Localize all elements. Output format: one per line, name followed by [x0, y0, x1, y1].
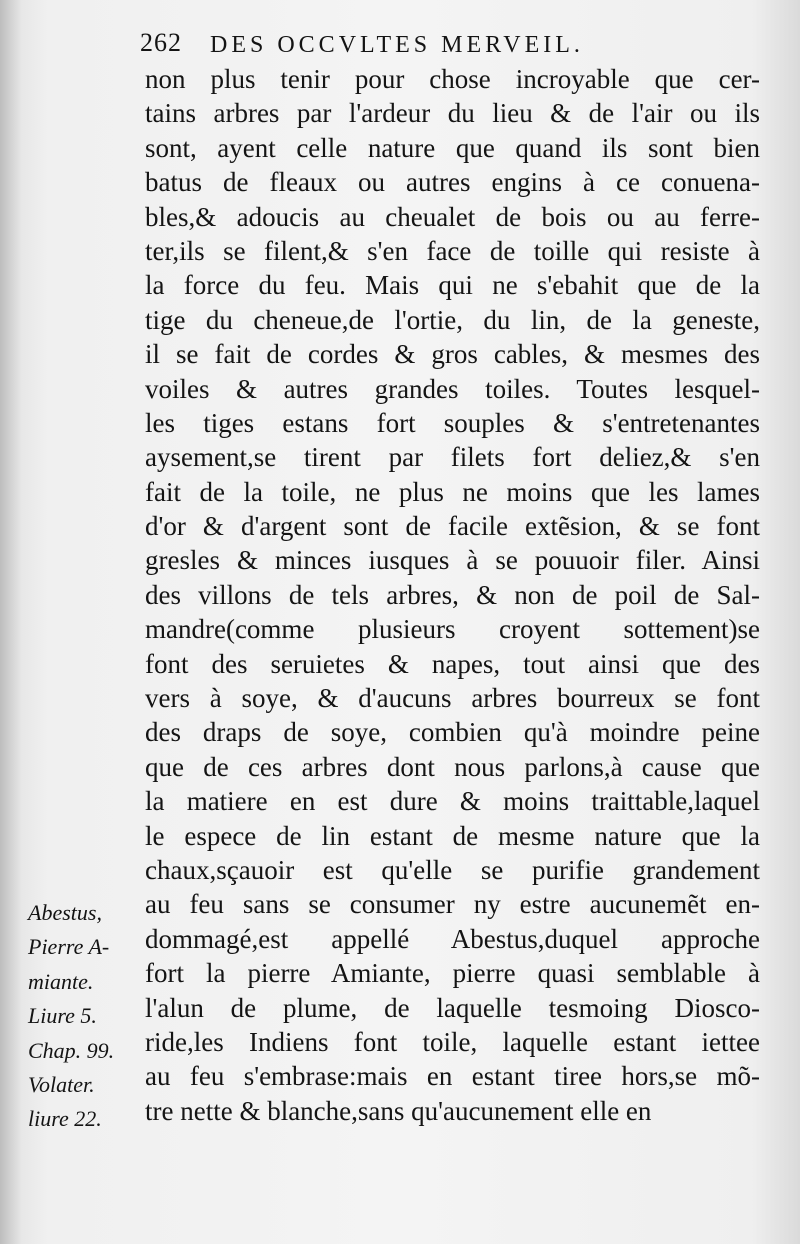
margin-note: Volater.: [28, 1071, 95, 1097]
text-line: des draps de soye, combien qu'à moindre peine: [145, 717, 760, 748]
text-line: sont, ayent celle nature que quand ils sont bien: [145, 132, 760, 163]
text-line: ter,ils se filent,& s'en face de toille qui resiste à: [145, 235, 760, 266]
text-line: fait de la toile, ne plus ne moins que les lames: [145, 476, 760, 507]
text-line: tains arbres par l'ardeur du lieu & de l'air ou ils: [145, 98, 760, 129]
text-line: dommagé,est appellé Abestus,duquel approche: [145, 923, 760, 954]
text-line: gresles & minces iusques à se pouuoir filer. Ainsi: [145, 545, 760, 576]
text-line: chaux,sçauoir est qu'elle se purifie grandement: [145, 854, 760, 885]
margin-notes: [28, 896, 153, 1137]
text-line: la force du feu. Mais qui ne s'ebahit que de la: [145, 270, 760, 301]
margin-note: Abestus,: [28, 900, 102, 925]
text-line: non plus tenir pour chose incroyable que cer-: [145, 64, 760, 94]
running-title: DES OCCVLTES MERVEIL.: [210, 32, 584, 58]
margin-note: Pierre A-: [28, 934, 110, 960]
text-line: fort la pierre Amiante, pierre quasi semblable à: [145, 958, 760, 989]
page-header: [140, 28, 700, 64]
text-line: batus de fleaux ou autres engins à ce conuena-: [145, 167, 760, 198]
text-line: vers à soye, & d'aucuns arbres bourreux se font: [145, 683, 760, 714]
text-line: que de ces arbres dont nous parlons,à cause que: [145, 751, 760, 782]
margin-note: miante.: [28, 968, 94, 994]
text-line: ride,les Indiens font toile, laquelle estant iettee: [145, 1026, 760, 1057]
text-line: bles,& adoucis au cheualet de bois ou au ferre-: [145, 201, 760, 232]
text-line: tre nette & blanche,sans qu'aucunement elle en: [145, 1095, 652, 1126]
page-edge-shadow: [0, 0, 22, 1244]
text-line: le espece de lin estant de mesme nature que la: [145, 820, 760, 851]
text-line: au feu s'embrase:mais en estant tiree hors,se mõ-: [145, 1061, 760, 1092]
text-line: mandre(comme plusieurs croyent sottement)se: [145, 614, 760, 645]
text-line: au feu sans se consumer ny estre aucunemẽt en-: [145, 889, 760, 920]
margin-note: liure 22.: [28, 1106, 102, 1132]
margin-note: Liure 5.: [28, 1003, 97, 1029]
text-line: d'or & d'argent sont de facile extẽsion, & se font: [145, 511, 760, 542]
text-line: les tiges estans fort souples & s'entretenantes: [145, 407, 760, 438]
text-line: l'alun de plume, de laquelle tesmoing Diosco-: [145, 992, 760, 1023]
text-line: des villons de tels arbres, & non de poil de Sal-: [145, 579, 760, 610]
body-text: [145, 62, 760, 1128]
text-line: la matiere en est dure & moins traittable,laquel: [145, 786, 760, 817]
margin-note: Chap. 99.: [28, 1037, 115, 1063]
text-line: font des seruietes & napes, tout ainsi que des: [145, 648, 760, 679]
text-line: voiles & autres grandes toiles. Toutes lesquel-: [145, 373, 760, 404]
text-line: il se fait de cordes & gros cables, & mesmes des: [145, 339, 760, 370]
text-line: aysement,se tirent par filets fort deliez,& s'en: [145, 442, 760, 473]
page-number: 262: [140, 28, 182, 57]
text-line: tige du cheneue,de l'ortie, du lin, de la geneste,: [145, 304, 760, 335]
